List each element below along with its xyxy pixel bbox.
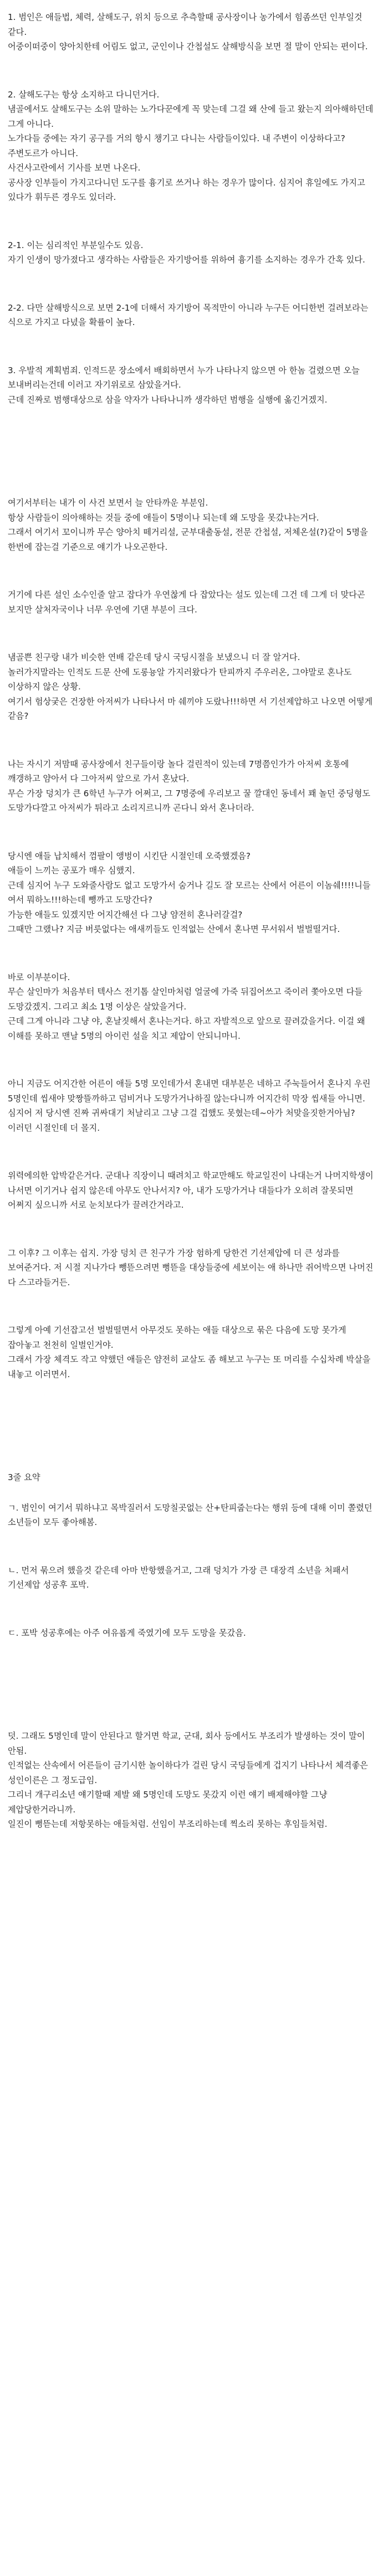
paragraph-2-2: 2-2. 다만 살해방식으로 보면 2-1에 더해서 자기방어 목적만이 아니라 누구든 어디한번 걸려보라는 식으로 가지고 다녔을 확률이 높다. bbox=[8, 302, 371, 327]
paragraph-1: 1. 범인은 애들법, 체력, 살해도구, 위치 등으로 추측할때 공사장이나 농가에서 힘좀쓰던 인부일것 같다. 어중이떠중이 양아치한테 어림도 없고, 군인이나 간첩설도 살해방식을 보면 절 말이 안되는 편이다. bbox=[8, 12, 368, 51]
paragraph-2-1: 2-1. 이는 심리적인 부분일수도 있음. 자기 인생이 망가졌다고 생각하는 사람들은 자기방어를 위하여 흉기를 소지하는 경우가 간혹 있다. bbox=[8, 240, 365, 265]
paragraph-this-part: 바로 이부분이다. 무슨 살인마가 처음부터 텍사스 전기톱 살인마처럼 얼굴에 가죽 뒤집어쓰고 죽이러 쫓아오면 다들 도망갔겠지. 그리고 최소 1명 이상은 살았을거다. 근데 그게 아니라 그냥 야, 혼날짓해서 혼나는거다. 하고 자발적으로 앞으로 끌려갔을거다. 이걸 왜 이해를 못하고 맨날 5명의 아이런 설을 치고 제압이 안되니마니. bbox=[8, 972, 365, 1041]
summary-line-3: ㄷ. 포박 성공후에는 아주 여유롭게 죽였기에 모두 도망을 못갔음. bbox=[8, 1627, 246, 1638]
paragraph-3: 3. 우발적 계획범죄. 인적드문 장소에서 배회하면서 누가 나타나지 않으면 아 한놈 걸렸으면 오늘 보내버리는건데 이러고 자기위로로 삼았을거다. 근데 진짜로 범행대상으로 삼을 약자가 나타나니까 생각하던 범행을 실행에 옮긴거겠지. bbox=[8, 365, 360, 405]
summary-line-2: ㄴ. 먼저 묶으려 했을것 같은데 아마 반항했을거고, 그래 덩치가 가장 큰 대장격 소년을 처패서 기선제압 성공후 포박. bbox=[8, 1565, 352, 1590]
footnote: 덧. 그래도 5명인데 말이 안된다고 할거면 학교, 군대, 회사 등에서도 부조리가 발생하는 것이 말이 안됨. 인적없는 산속에서 어른들이 금기시한 놀이하다가 걸린 당시 국딩들에게 겁지기 나타나서 체격좋은 성인이른은 그 정도급임. 그리너 개구리소년 얘기할때 제발 왜 5명인데 도망도 못갔지 이런 얘기 배제해야할 그냥 제압당한거라니까. 일진이 뻥뜯는데 저항못하는 애들처럼. 선임이 부조리하는데 찍소리 못하는 후임들처럼. bbox=[8, 1731, 368, 1829]
section-spacer-2 bbox=[8, 1415, 380, 1470]
section-spacer bbox=[8, 440, 380, 496]
section-spacer-3 bbox=[8, 1673, 380, 1729]
paragraph-construction-site: 나는 자시기 저맘때 공사장에서 친구들이랑 놀다 걸린적이 있는데 7명쯤인가가 아저씨 호통에 깨갱하고 얌아서 다 그아저씨 앞으로 가서 혼났다. 무슨 가장 덩치가 큰 6학년 누구가 어쩌고, 그 7명중에 우리보고 꿀 깔대인 동네서 꽤 놀던 중딩형도 도망가다깔고 아저씨가 튀라고 소리지르니까 곤다니 와서 혼나더라. bbox=[8, 759, 371, 813]
paragraph-restrained: 그렇게 아예 기선잡고선 벌벌떨면서 아무것도 못하는 애들 대상으로 묶은 다음에 도망 못가게 잡아놓고 천천히 일벌인거야. 그래서 가장 체격도 작고 약했던 애들은 얌전히 교살도 좀 해보고 누구는 또 머리를 수십차례 박살을 내놓고 이러면서. bbox=[8, 1325, 371, 1379]
paragraph-regret: 여기서부터는 내가 이 사건 보면서 늘 안타까운 부분임. 항상 사람들이 의아해하는 것들 중에 애들이 5명이나 되는데 왜 도망을 못갔냐는거다. 그래서 여기서 꼬이니까 무슨 양아치 떼거리설, 군부대출동설, 전문 간첩설, 저체온설(?)같이 5명을 한번에 잡는걸 기준으로 얘기가 나오곤한다. bbox=[8, 498, 368, 552]
summary-line-1: ㄱ. 범인이 여기서 뭐하냐고 목박질러서 도망칠곳없는 산+탄피줍는다는 행위 등에 대해 이미 쫄렸던 소년들이 모두 좋아해봄. bbox=[8, 1502, 375, 1527]
paragraph-same-age: 냄골쁜 친구랑 내가 비슷한 연배 같은데 당시 국딩시절을 보냈으니 더 잘 알거다. 놀러가지말라는 인적도 드문 산에 도롱뇽알 가지러왔다가 탄피까지 주우러온, 그야말로 혼나도 이상하지 않은 상황. 여기서 험상궂은 건장한 아저씨가 나타나서 마 쉐끼야 도랐나!!!하면 서 기선제압하고 나오면 어떻게 같음? bbox=[8, 652, 373, 721]
summary-title: 3줄 요약 bbox=[8, 1472, 40, 1482]
paragraph-after: 그 이후? 그 이후는 쉽지. 가장 덩치 큰 친구가 가장 험하게 당한건 기선제압에 더 큰 성과를 보여준거다. 저 시절 지나가다 뺑뜯으려면 뻥뜯을 대상들중에 세보이는 애 하나만 쥐어박으면 나머진 다 스고라들거든. bbox=[8, 1248, 376, 1287]
paragraph-other-theory: 거기에 다른 설인 소수인줄 알고 잡다가 우연찮게 다 잡았다는 설도 있는데 그건 데 그게 더 맞다곤 보지만 살처자국이나 너무 우연에 기댄 부분이 크다. bbox=[8, 590, 368, 615]
paragraph-even-now: 아니 지금도 어지간한 어른이 애들 5명 모인데가서 혼내면 대부분은 네하고 주눅들어서 혼나지 우린 5명인데 씹새야 맞짱뜰까하고 덤비거나 도망가거나하질 않는다니까 어지간히 막장 씹새들 아니면. 심지어 저 당시엔 진짜 귀싸대기 처날리고 그냥 그걸 겁했도 못혔는데~아가 처맞을짓한거아님? 이러던 시절인데 더 몰지. bbox=[8, 1079, 374, 1133]
paragraph-pressure: 위력에의한 압박같은거다. 군대나 직장이니 때려치고 학교만해도 학교일진이 나대는거 나머지학생이 나서면 이기거나 쉽지 않은데 아무도 안나서지? 아, 내가 도망가거나 대들다가 오히려 잘못되면 어쩌지 싶으니까 서로 눈치보다가 끌려간거라고. bbox=[8, 1171, 376, 1210]
paragraph-2: 2. 살해도구는 항상 소지하고 다니던거다. 냄골에서도 살해도구는 소위 말하는 노가다꾼에게 꼭 맞는데 그걸 왜 산에 들고 왔는지 의아해하던데 그게 아니다. 노가다들 중에는 자기 공구를 거의 항시 챙기고 다니는 사람들이있다. 내 주변이 이상하다고? 주변도르가 아니다. 사건사고란에서 기사를 보면 나온다. 공사장 인부들이 가지고다니던 도구를 흉기로 쓰거나 하는 경우가 많이다. 심지어 휴일에도 가지고 있다가 휘두른 경우도 있더라. bbox=[8, 89, 374, 202]
paragraph-fear: 당시엔 애들 납치해서 껌팔이 앵벙이 시킨단 시절인데 오죽했겠음? 애들이 느끼는 공포가 매우 심했지. 근데 심지어 누구 도와줄사람도 없고 도망가서 숨거나 길도 잘 모르는 산에서 어른이 이놈쉐!!!!니들 여서 뭐하노!!!하는데 뺑까고 도망간다? 가능한 애들도 있겠지만 어지간해선 다 그냥 얌전히 혼나러갈걸? 그때만 그랬나? 지금 버릇없다는 애새끼들도 인적없는 산에서 혼나면 무서워서 벌벌떨거다. bbox=[8, 851, 371, 934]
